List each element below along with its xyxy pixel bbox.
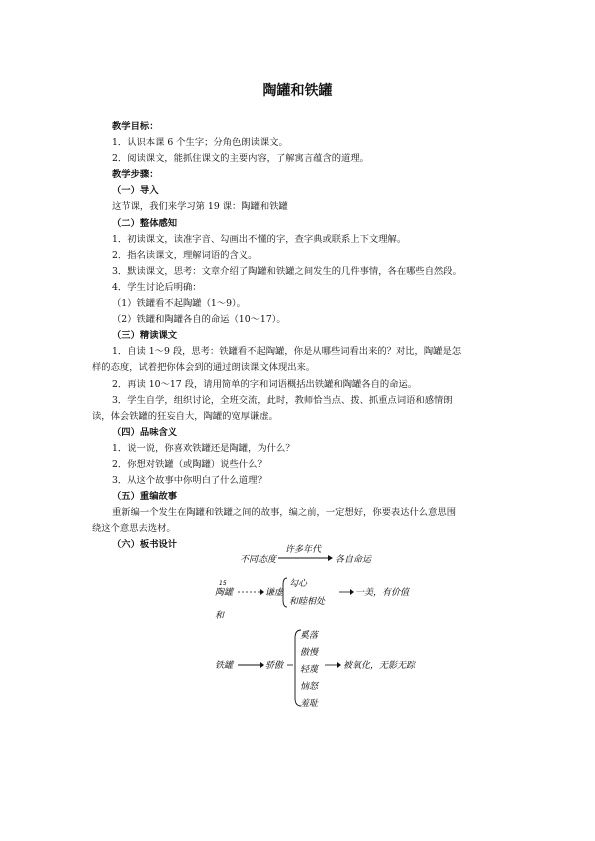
body-line: （1）铁罐看不起陶罐（1～9）。	[112, 298, 246, 310]
bb-top-left: 不同态度	[240, 555, 277, 565]
body-line: 这节课，我们来学习第 19 课：陶罐和铁罐	[112, 201, 288, 213]
body-line: 2．你想对铁罐（或陶罐）说些什么？	[112, 458, 267, 470]
bb-attitude-item: 羞耻	[300, 699, 319, 709]
body-line: 4．学生讨论后明确：	[112, 281, 202, 293]
bb-attitude-item: 傲慢	[300, 648, 319, 658]
body-line: 1．初读课文，读准字音、勾画出不懂的字，查字典或联系上下文理解。	[112, 233, 407, 245]
bb-mark: 15	[219, 580, 227, 587]
body-line: 重新编一个发生在陶罐和铁罐之间的故事，编之前，一定想好，你要表达什么意思围	[112, 507, 456, 519]
bb-he: 和	[215, 611, 225, 621]
section-heading: 教学目标：	[112, 121, 159, 132]
section-heading: （二）整体感知	[112, 217, 178, 229]
body-line: 1．说一说，你喜欢铁罐还是陶罐，为什么？	[112, 442, 295, 454]
body-line: 2．再读 10～17 段，请用简单的字和词语概括出铁罐和陶罐各自的命运。	[112, 378, 418, 390]
bb-jiaoao: 骄傲	[265, 661, 284, 671]
document-title: 陶罐和铁罐	[262, 83, 333, 99]
bb-top-right: 各自命运	[335, 555, 372, 565]
bb-result2: 被氧化，无影无踪	[343, 661, 416, 671]
bb-gouhe: 勾心	[289, 579, 308, 589]
bb-attitude-item: 奚落	[300, 631, 319, 641]
section-heading: （五）重编故事	[112, 491, 178, 503]
blackboard-design-diagram	[205, 540, 435, 720]
body-line: 2．阅读课文，能抓住课文的主要内容，了解寓言蕴含的道理。	[112, 153, 369, 165]
body-line: （2）铁罐和陶罐各自的命运（10～17）。	[112, 314, 286, 326]
body-line: 样的态度，试着把你体会到的通过朗读课文体现出来。	[92, 362, 316, 374]
body-line: 3．学生自学，组织讨论，全班交流，此时，教师恰当点、拨、抓重点词语和感情朗	[112, 394, 453, 406]
body-line: 绕这个意思去选材。	[92, 523, 176, 535]
bb-arrow-head	[328, 555, 333, 561]
body-line: 2．指名读课文，理解词语的含义。	[112, 249, 258, 261]
body-line: 3．从这个故事中你明白了什么道理？	[112, 475, 267, 487]
bb-hemu: 和睦相处	[289, 597, 326, 607]
body-line: 1．认识本课 6 个生字；分角色朗读课文。	[112, 137, 288, 149]
section-heading: 教学步骤：	[112, 169, 159, 181]
body-line: 1．自读 1～9 段，思考：铁罐看不起陶罐，你是从哪些词看出来的？对比，陶罐是怎	[112, 346, 462, 358]
section-heading: （四）品味含义	[112, 426, 178, 438]
bb-attitude-item: 轻蔑	[300, 665, 319, 675]
bb-result1: 一美，有价值	[355, 588, 410, 598]
bb-attitude-item: 恼怒	[300, 682, 319, 692]
lesson-plan-body	[92, 119, 492, 554]
bb-taoguan: 陶罐	[215, 588, 234, 598]
section-heading: （一）导入	[112, 185, 159, 197]
body-line: 读，体会铁罐的狂妄自大，陶罐的宽厚谦虚。	[92, 410, 278, 422]
bb-tieguan: 铁罐	[215, 661, 234, 671]
bb-qianxu: 谦虚	[265, 588, 284, 598]
body-line: 3．默读课文，思考：文章介绍了陶罐和铁罐之间发生的几件事情，各在哪些自然段。	[112, 265, 462, 277]
bb-top-mid: 许多年代	[285, 545, 322, 555]
section-heading: （六）板书设计	[112, 539, 178, 551]
section-heading: （三）精读课文	[112, 330, 178, 342]
